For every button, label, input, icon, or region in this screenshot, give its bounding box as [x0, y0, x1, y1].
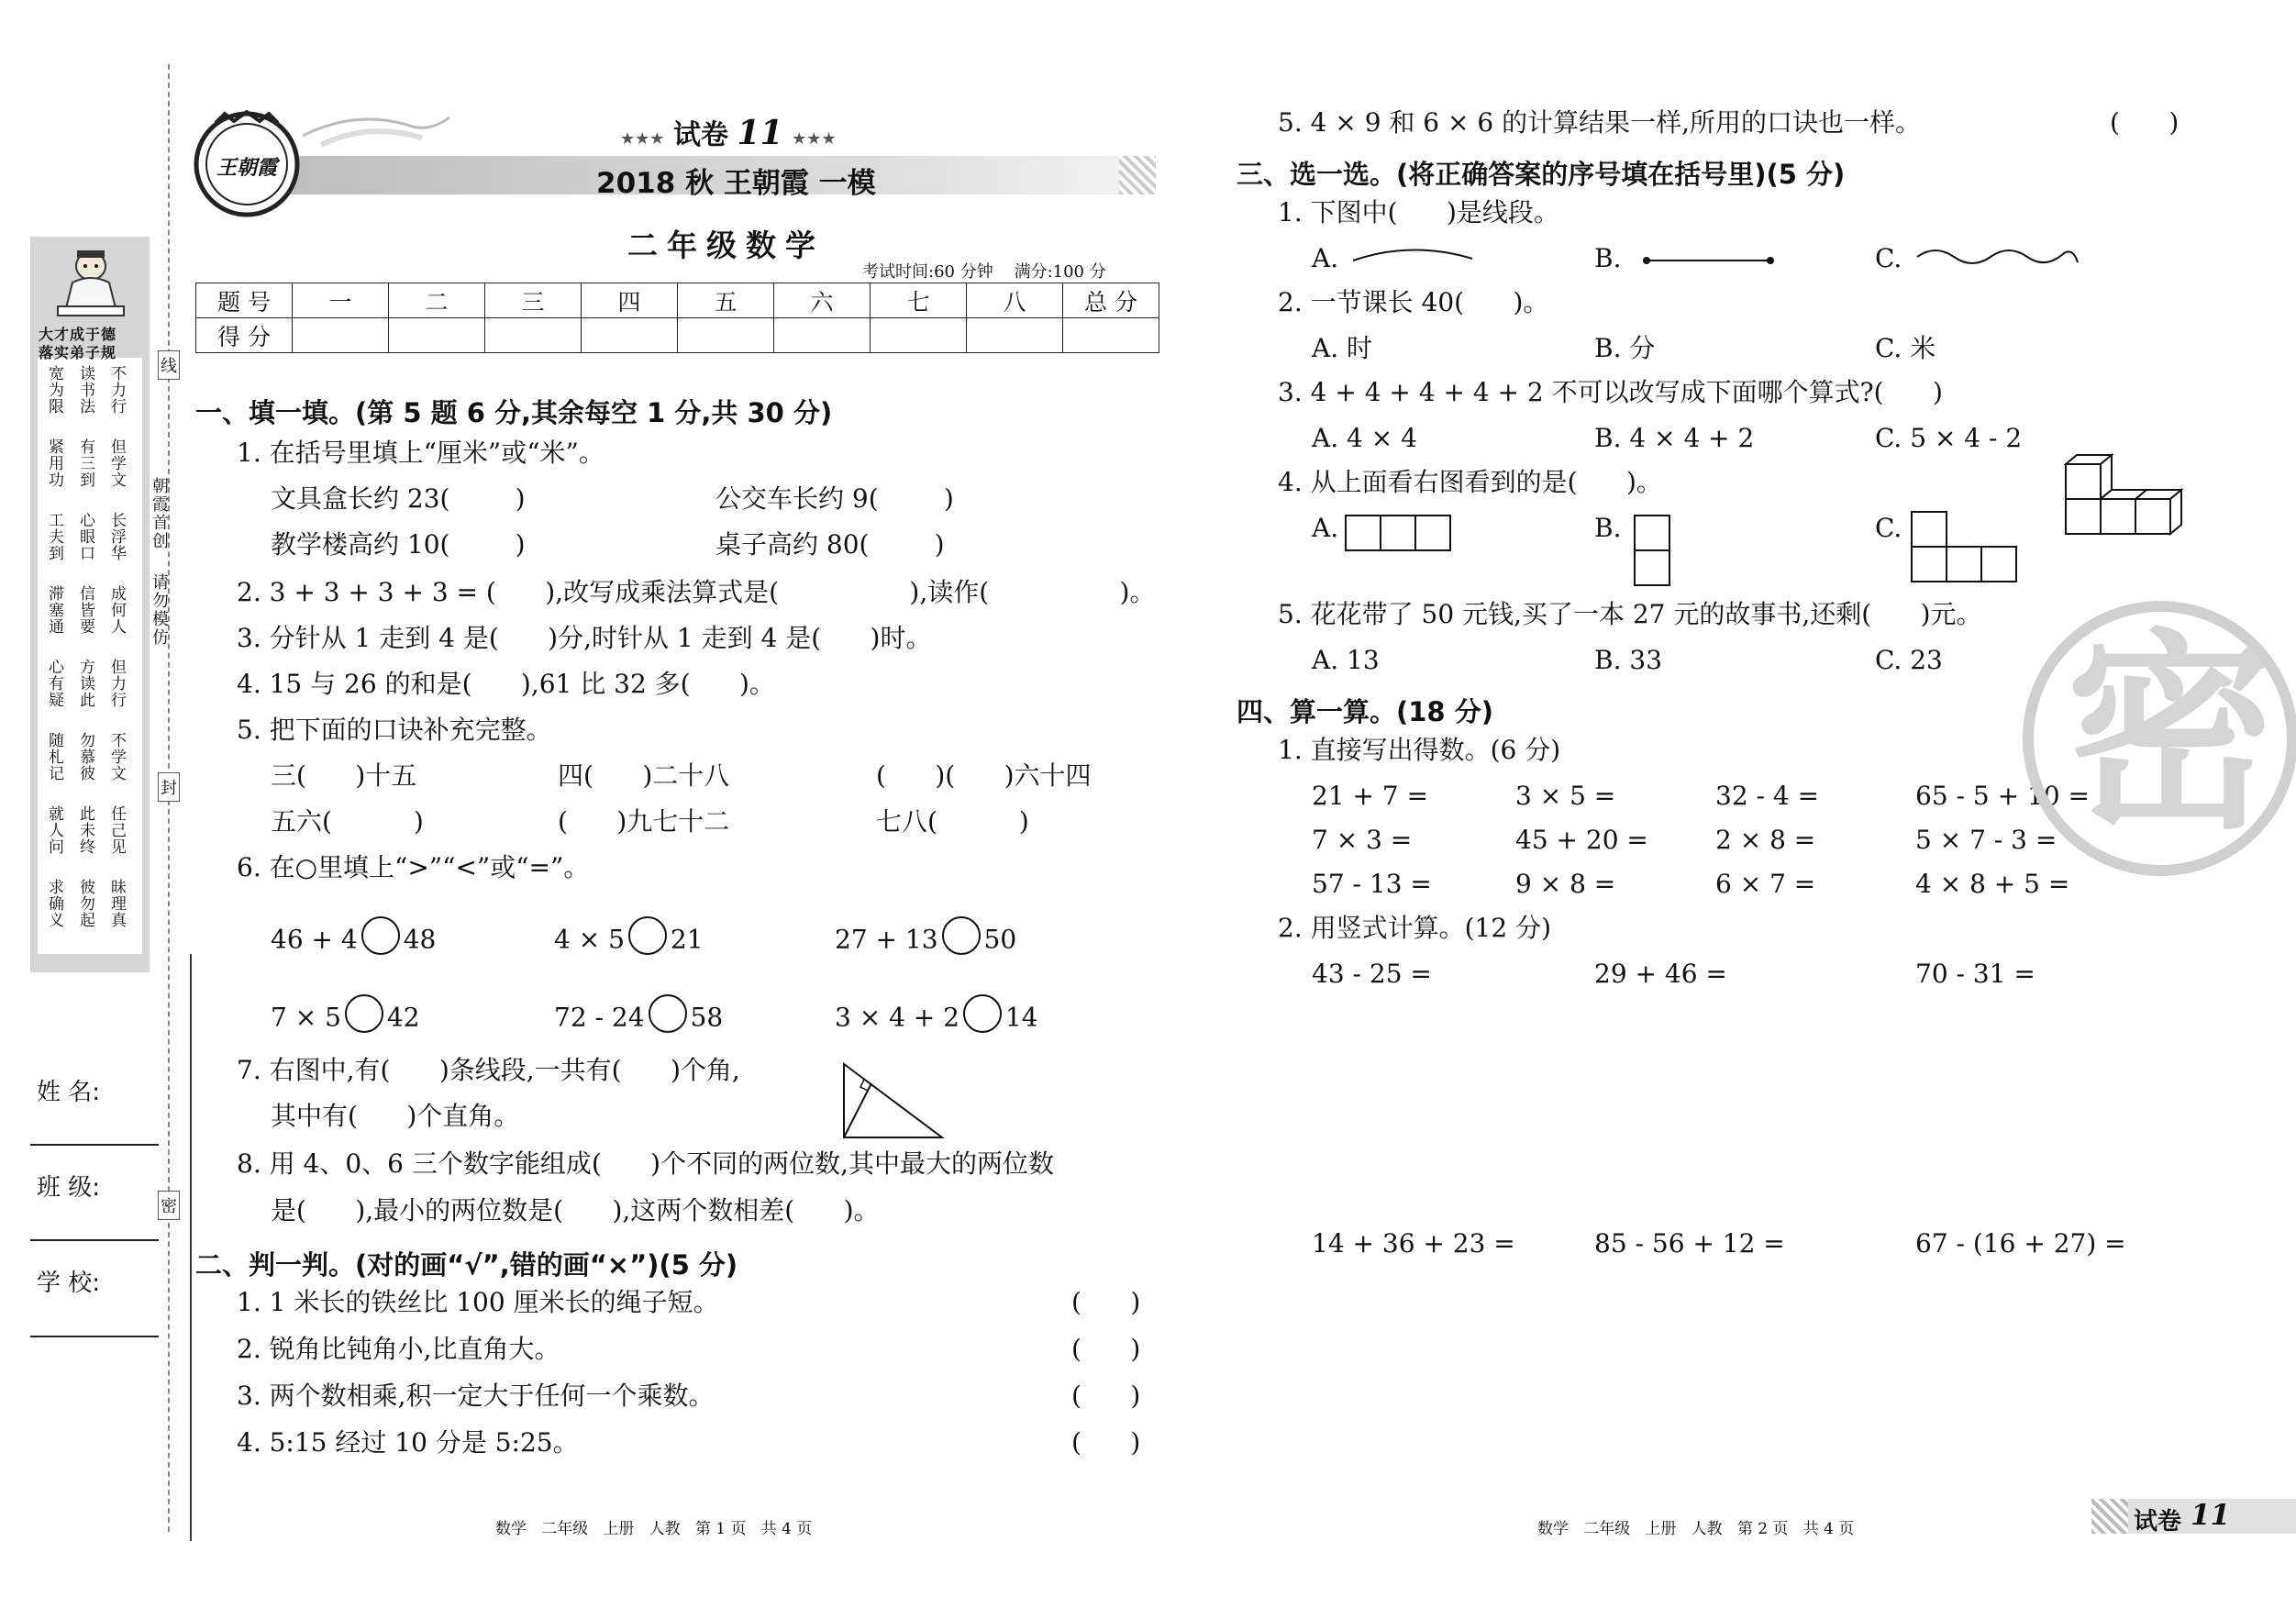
q3-5-opt-b: B. 33: [1594, 645, 1663, 675]
score-cell[interactable]: [1063, 318, 1159, 353]
vertical-calc: 85 - 56 + 12 =: [1594, 1228, 1785, 1259]
q3-3-opt-b: B. 4 × 4 + 2: [1594, 423, 1755, 453]
judge-item: 4. 5:15 经过 10 分是 5:25。: [237, 1427, 579, 1458]
q1-7a: 7. 右图中,有( )条线段,一共有( )个角,: [237, 1055, 740, 1085]
vertical-calc: 14 + 36 + 23 =: [1312, 1228, 1515, 1259]
compare-item: 72 - 24 58: [554, 1000, 723, 1038]
q1-5: 5. 把下面的口诀补充完整。: [237, 715, 552, 745]
oral-calc: 45 + 20 =: [1515, 825, 1648, 855]
compare-item: 3 × 4 + 2 14: [835, 1000, 1038, 1038]
q1-7b: 其中有( )个直角。: [271, 1101, 520, 1131]
section-3-title: 三、选一选。(将正确答案的序号填在括号里)(5 分): [1237, 159, 1846, 190]
compare-circle[interactable]: [649, 994, 687, 1033]
oral-calc: 3 × 5 =: [1515, 781, 1616, 811]
compare-item: 46 + 4 48: [271, 922, 436, 960]
logo-text: 王朝霞: [216, 156, 277, 180]
oral-calc: 32 - 4 =: [1715, 781, 1820, 811]
vertical-calc: 29 + 46 =: [1594, 959, 1727, 989]
compare-item: 7 × 5 42: [271, 1000, 420, 1038]
judge-paren[interactable]: ( ): [1071, 1381, 1141, 1411]
line-segment-icon: [1642, 253, 1775, 268]
q3-1-opt-a: A.: [1312, 243, 1339, 273]
cut-mark-secret: 密: [158, 1191, 180, 1220]
q3-4: 4. 从上面看右图看到的是( )。: [1278, 467, 1662, 497]
score-header-cell: 七: [871, 283, 967, 318]
score-header-cell: 五: [678, 283, 774, 318]
score-cell[interactable]: [485, 318, 582, 353]
oral-calc: 5 × 7 - 3 =: [1915, 825, 2058, 855]
view-option-c-icon: [1911, 510, 2021, 583]
q1-5c: ( )( )六十四: [876, 760, 1092, 791]
compare-item: 27 + 13 50: [835, 922, 1016, 960]
judge-paren[interactable]: ( ): [1071, 1287, 1141, 1317]
motto-verse: 成何人: [107, 585, 126, 635]
score-header-cell: 总 分: [1063, 283, 1159, 318]
title-num: 11: [737, 114, 783, 152]
score-header-cell: 八: [967, 283, 1063, 318]
oral-calc: 6 × 7 =: [1715, 869, 1816, 899]
motto-top-1: 大才成于德: [39, 326, 117, 343]
motto-verse: 不力行: [107, 365, 126, 415]
secret-stamp: [2023, 601, 2296, 876]
score-cell[interactable]: [582, 318, 678, 353]
name-field[interactable]: [30, 1144, 159, 1146]
q3-4-opt-c: C.: [1875, 513, 1902, 543]
q3-1-opt-c: C.: [1875, 243, 1902, 273]
secret-stamp-char: 密: [2065, 613, 2277, 858]
compare-item: 4 × 5 21: [554, 922, 704, 960]
q3-2-opt-b: B. 分: [1594, 333, 1656, 363]
q3-5-opt-c: C. 23: [1875, 645, 1943, 675]
q1-6: 6. 在○里填上“>”“<”或“=”。: [237, 852, 590, 882]
motto-verses: [46, 365, 138, 952]
q3-4-opt-a: A.: [1312, 513, 1339, 543]
page-divider: [190, 954, 192, 1541]
motto-verse: 不学文: [107, 732, 126, 782]
motto-verse: 此未终: [76, 805, 94, 855]
motto-verse: 但力行: [107, 659, 126, 708]
ribbon-decoration: [303, 99, 449, 154]
star-left-icon: ★★★: [620, 129, 665, 149]
view-option-b-icon: [1633, 514, 1671, 587]
exam-name: 2018 秋 王朝霞 一模: [596, 167, 876, 200]
oral-calc: 9 × 8 =: [1515, 869, 1616, 899]
cut-mark-line: 线: [158, 350, 180, 380]
score-cell[interactable]: [678, 318, 774, 353]
oral-calc: 57 - 13 =: [1312, 869, 1432, 899]
score-table: [195, 283, 1159, 353]
motto-verse: 但学文: [107, 438, 126, 488]
q3-1: 1. 下图中( )是线段。: [1278, 197, 1559, 227]
badge-checker: [2091, 1499, 2128, 1534]
oral-calc: 65 - 5 + 10 =: [1915, 781, 2090, 811]
footer-left: 数学 二年级 上册 人教 第 1 页 共 4 页: [495, 1520, 813, 1538]
school-field[interactable]: [30, 1336, 159, 1337]
motto-verse: 紧用功: [45, 438, 63, 488]
q1-5a: 三( )十五: [271, 760, 417, 791]
motto-verse: 任己见: [107, 805, 126, 855]
school-label: 学 校:: [37, 1270, 101, 1297]
q3-3-opt-a: A. 4 × 4: [1312, 423, 1417, 453]
oral-calc: 4 × 8 + 5 =: [1915, 869, 2070, 899]
q3-2: 2. 一节课长 40( )。: [1278, 287, 1549, 317]
motto-top-2: 落实弟子规: [39, 344, 117, 361]
judge-paren[interactable]: ( ): [2110, 107, 2180, 138]
star-right-icon: ★★★: [792, 129, 837, 149]
motto-verse: 信皆要: [76, 585, 94, 635]
name-label: 姓 名:: [37, 1079, 101, 1106]
motto-verse: 读书法: [76, 365, 94, 415]
view-option-a-icon: [1345, 514, 1455, 552]
section-2-title: 二、判一判。(对的画“√”,错的画“×”)(5 分): [195, 1249, 738, 1281]
q1-5f: 七八( ): [876, 806, 1029, 837]
q3-4-opt-b: B.: [1594, 513, 1622, 543]
side-note-2: 请勿模仿: [150, 573, 169, 647]
motto-verse: 就人问: [45, 805, 63, 855]
motto-verse: 心眼口: [76, 512, 94, 561]
score-row-label: 得 分: [196, 318, 293, 353]
judge-item: 2. 锐角比钝角小,比直角大。: [237, 1334, 560, 1364]
score-header-cell: 题 号: [196, 283, 293, 318]
q1-5d: 五六( ): [271, 806, 424, 837]
motto-verse: 工夫到: [45, 512, 63, 561]
motto-verse: 求确义: [45, 879, 63, 928]
exam-info: 考试时间:60 分钟 满分:100 分: [862, 262, 1106, 282]
q1-1d: 桌子高约 80( ): [715, 529, 945, 560]
score-header-cell: 四: [582, 283, 678, 318]
motto-verse: 随札记: [45, 732, 63, 782]
vertical-calc: 43 - 25 =: [1312, 959, 1432, 989]
compare-circle[interactable]: [361, 916, 400, 955]
motto-verse: 有三到: [76, 438, 94, 488]
q1-8a: 8. 用 4、0、6 三个数字能组成( )个不同的两位数,其中最大的两位数: [237, 1148, 1055, 1179]
q3-5: 5. 花花带了 50 元钱,买了一本 27 元的故事书,还剩( )元。: [1278, 599, 1982, 629]
vertical-calc: 67 - (16 + 27) =: [1915, 1228, 2126, 1259]
judge-paren[interactable]: ( ): [1071, 1334, 1141, 1364]
q3-1-opt-b: B.: [1594, 243, 1622, 273]
section-4-title: 四、算一算。(18 分): [1237, 696, 1493, 727]
score-cell[interactable]: [774, 318, 871, 353]
footer-right: 数学 二年级 上册 人教 第 2 页 共 4 页: [1537, 1520, 1855, 1538]
judge-paren[interactable]: ( ): [1071, 1427, 1141, 1458]
score-header-cell: 二: [389, 283, 485, 318]
motto-verse: 滞塞通: [45, 585, 63, 635]
motto-verse: 宽为限: [45, 365, 63, 415]
motto-verse: 彼勿起: [76, 879, 94, 928]
q3-3: 3. 4 + 4 + 4 + 4 + 2 不可以改写成下面哪个算式?( ): [1278, 377, 1943, 407]
class-label: 班 级:: [37, 1174, 101, 1202]
motto-verse: 长浮华: [107, 512, 126, 561]
scholar-figure: [52, 246, 129, 321]
q4-1: 1. 直接写出得数。(6 分): [1278, 735, 1561, 765]
motto-verse: 心有疑: [45, 659, 63, 708]
compare-circle[interactable]: [963, 994, 1002, 1033]
q1-1: 1. 在括号里填上“厘米”或“米”。: [237, 438, 605, 468]
side-note-1: 朝霞首创: [150, 477, 169, 550]
q1-3: 3. 分针从 1 走到 4 是( )分,时针从 1 走到 4 是( )时。: [237, 623, 932, 653]
motto-verse: 方读此: [76, 659, 94, 708]
motto-verse: 勿慕彼: [76, 732, 94, 782]
title-small: 试卷: [672, 119, 728, 151]
section-1-title: 一、填一填。(第 5 题 6 分,其余每空 1 分,共 30 分): [195, 397, 833, 428]
badge-number: 11: [2191, 1499, 2231, 1532]
q1-2: 2. 3 + 3 + 3 + 3 = ( ),改写成乘法算式是( ),读作( )。: [237, 577, 1156, 607]
q4-2: 2. 用竖式计算。(12 分): [1278, 913, 1551, 943]
cube-stack-figure: [2064, 453, 2188, 538]
q3-2-opt-c: C. 米: [1875, 333, 1936, 363]
q3-2-opt-a: A. 时: [1312, 333, 1373, 363]
score-header-cell: 六: [774, 283, 871, 318]
compare-circle[interactable]: [628, 916, 667, 955]
header-checker: [1119, 156, 1156, 194]
motto-verse: 昧理真: [107, 879, 126, 928]
oral-calc: 21 + 7 =: [1312, 781, 1429, 811]
arc-line-icon: [1348, 240, 1477, 268]
cut-mark-seal: 封: [158, 772, 180, 802]
paper-number-title: [620, 112, 837, 152]
q1-8b: 是( ),最小的两位数是( ),这两个数相差( )。: [271, 1195, 880, 1225]
compare-circle[interactable]: [345, 994, 383, 1033]
q3-3-opt-c: C. 5 × 4 - 2: [1875, 423, 2023, 453]
oral-calc: 7 × 3 =: [1312, 825, 1413, 855]
score-cell[interactable]: [871, 318, 967, 353]
score-cell[interactable]: [293, 318, 389, 353]
logo: [193, 110, 301, 218]
vertical-calc: 70 - 31 =: [1915, 959, 2035, 989]
paper-badge: [2091, 1499, 2296, 1534]
q1-1c: 教学楼高约 10( ): [271, 529, 526, 560]
compare-circle[interactable]: [942, 916, 981, 955]
score-cell[interactable]: [389, 318, 485, 353]
q3-5-opt-a: A. 13: [1312, 645, 1380, 675]
q1-1b: 公交车长约 9( ): [715, 483, 954, 514]
class-field[interactable]: [30, 1239, 159, 1241]
badge-label: 试卷: [2134, 1508, 2182, 1536]
triangle-figure: [839, 1059, 945, 1142]
judge-item: 5. 4 × 9 和 6 × 6 的计算结果一样,所用的口诀也一样。: [1278, 107, 1922, 138]
judge-item: 3. 两个数相乘,积一定大于任何一个乘数。: [237, 1381, 715, 1411]
score-header-cell: 三: [485, 283, 582, 318]
judge-item: 1. 1 米长的铁丝比 100 厘米长的绳子短。: [237, 1287, 719, 1317]
q1-5e: ( )九七十二: [558, 806, 730, 837]
q1-5b: 四( )二十八: [558, 760, 730, 791]
score-table-score-row: [196, 318, 1159, 353]
subject-title: 二年级数学: [627, 227, 825, 263]
score-cell[interactable]: [967, 318, 1063, 353]
q1-4: 4. 15 与 26 的和是( ),61 比 32 多( )。: [237, 669, 775, 699]
score-table-header-row: [196, 283, 1159, 318]
oral-calc: 2 × 8 =: [1715, 825, 1816, 855]
wavy-line-icon: [1913, 240, 2082, 272]
score-header-cell: 一: [293, 283, 389, 318]
q1-1a: 文具盒长约 23( ): [271, 483, 526, 514]
